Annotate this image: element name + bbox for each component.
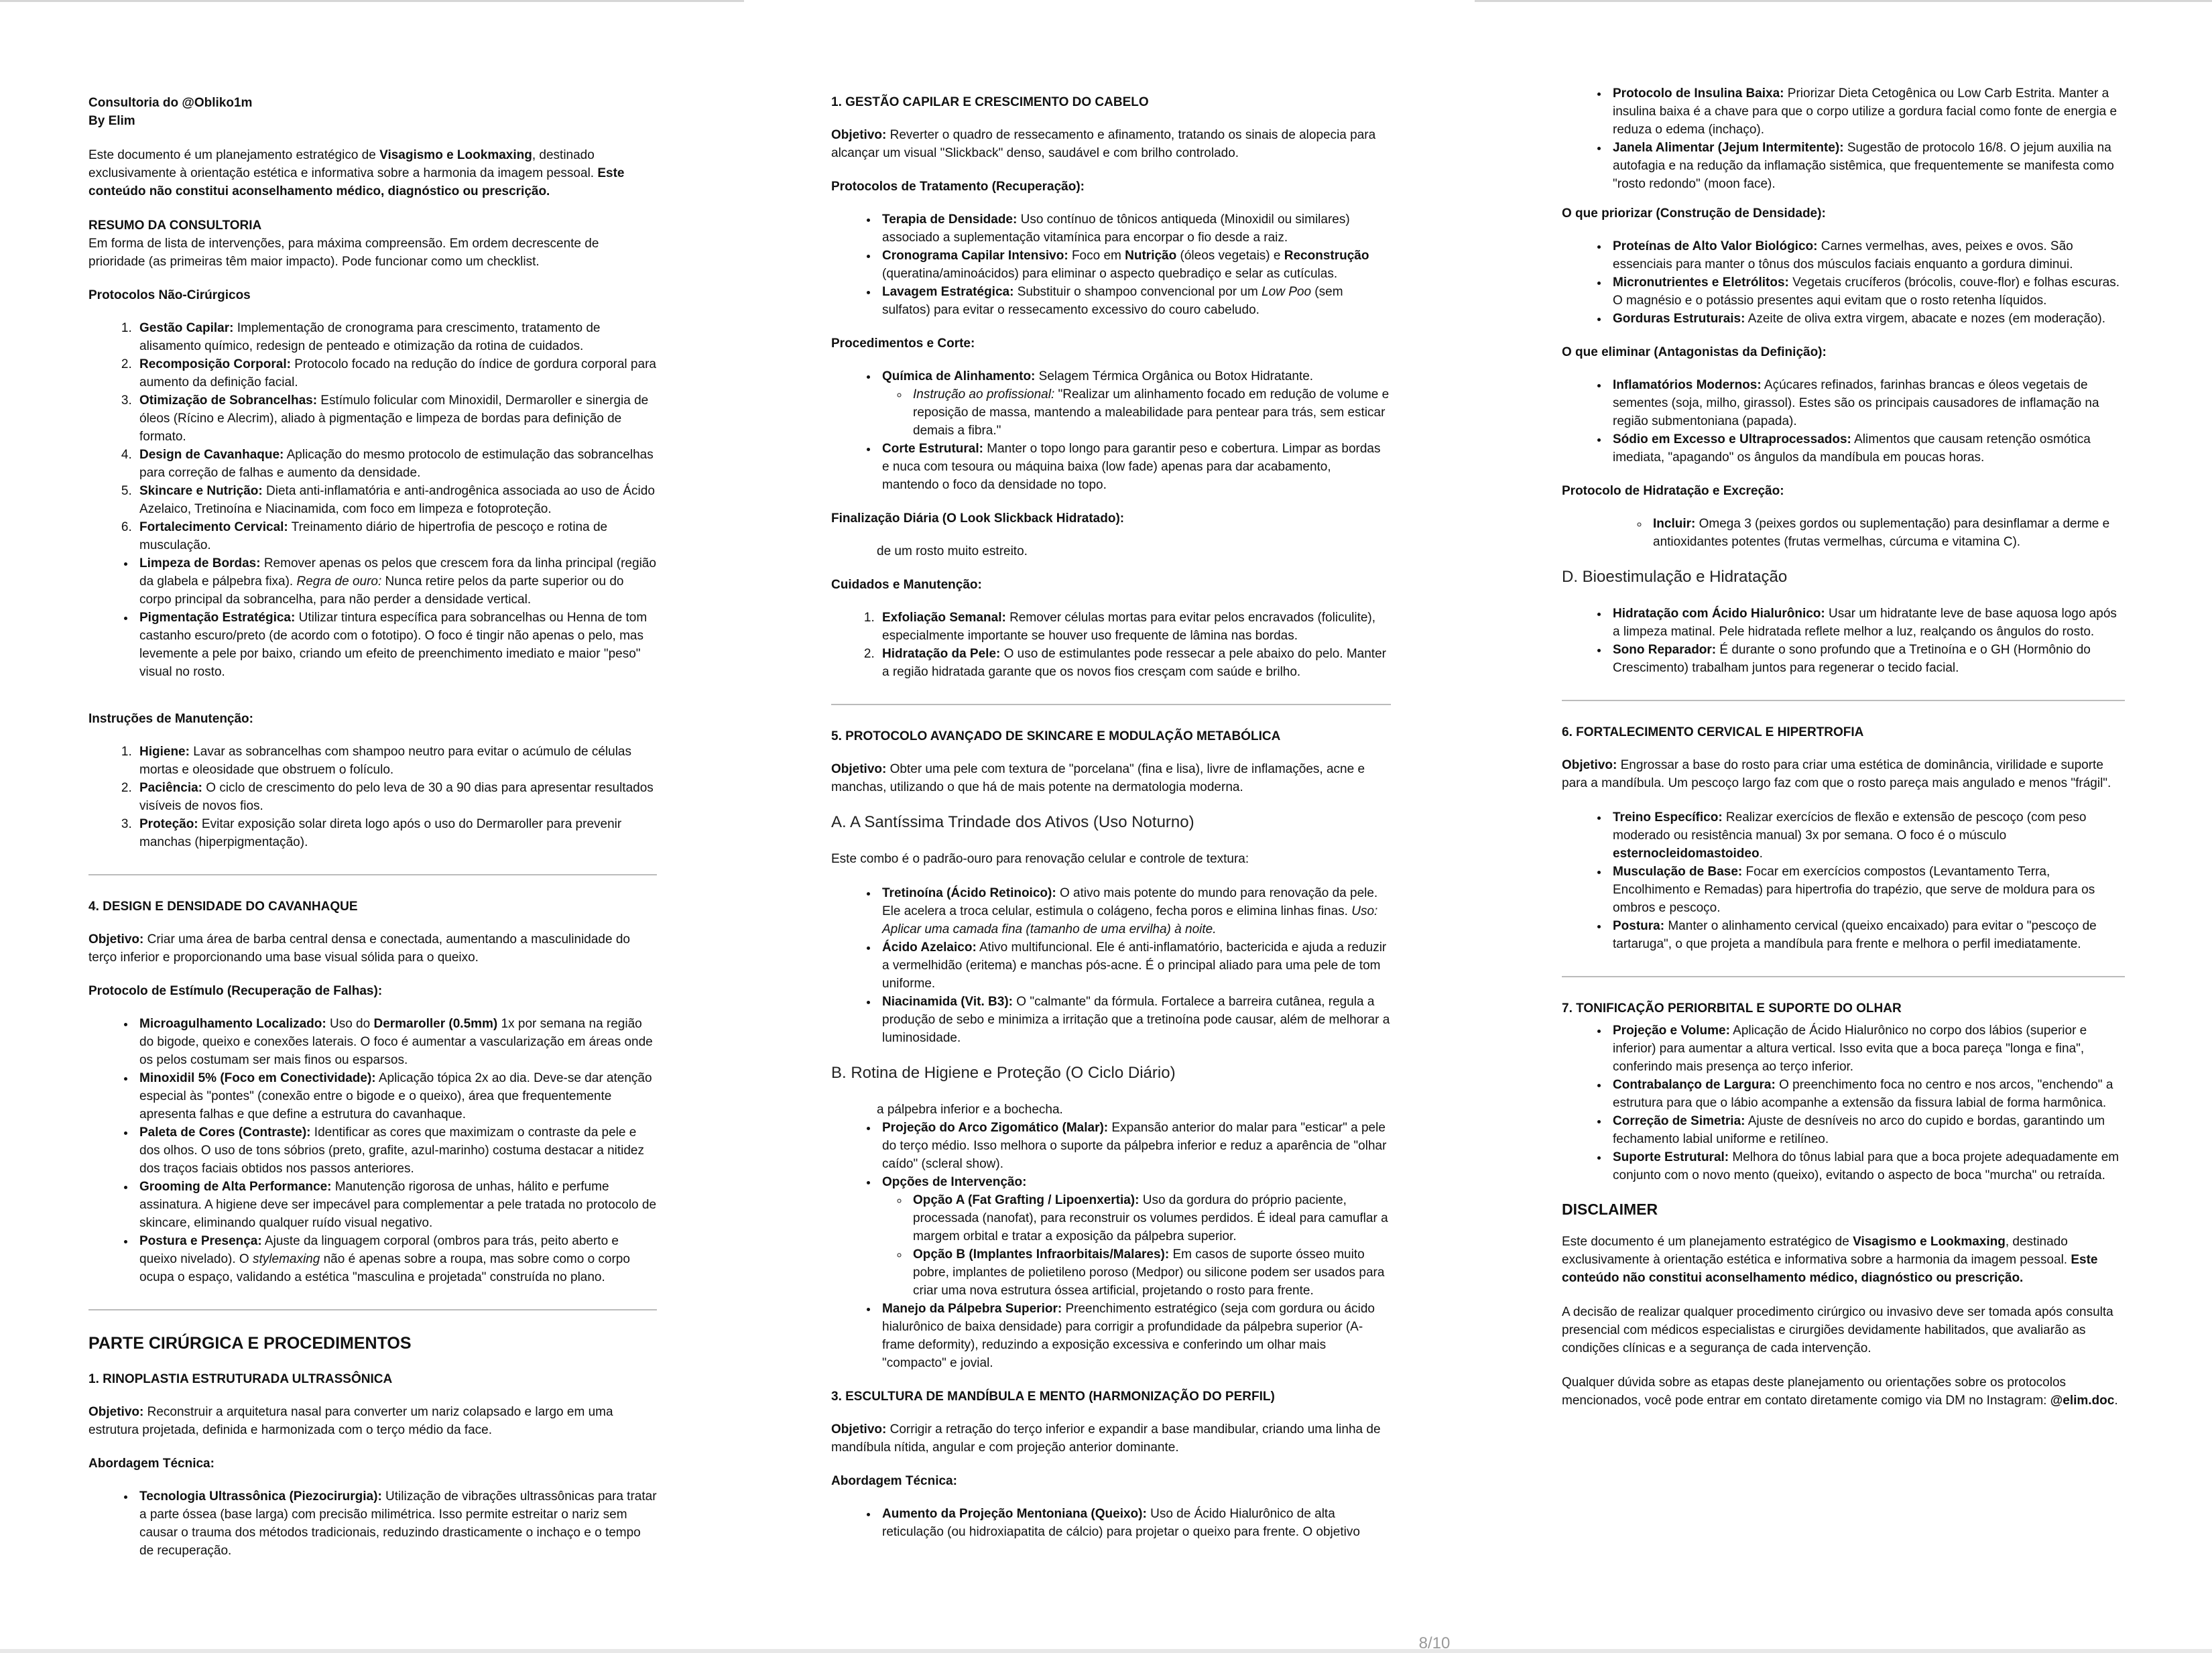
finalizacao-text: de um rosto muito estreito. xyxy=(877,544,1028,558)
sec4-list xyxy=(88,1015,657,1286)
sec7-list xyxy=(1562,1022,2125,1184)
intro-disclaimer: Este conteúdo não constitui aconselhamento médico, diagnóstico ou prescrição. xyxy=(88,166,625,198)
tratamento-title: Protocolos de Tratamento (Recuperação): xyxy=(831,180,1085,194)
list-item: • Protocolo de Insulina Baixa: Priorizar Dieta Cetogênica ou Low Carb Estrita. Manter a insulina baixa é a chave para que o corpo utilize a gordura facial como fonte de energia e reduza o edema (inchaço). xyxy=(1609,84,2125,139)
page-divider xyxy=(0,0,744,2)
list-item: 2. Recomposição Corporal: Protocolo focado na redução do índice de gordura corporal para aumento da definição facial. xyxy=(135,355,657,391)
cuidados-title: Cuidados e Manutenção: xyxy=(831,578,982,592)
protocolos-list xyxy=(88,319,657,554)
list-item: • Treino Específico: Realizar exercícios de flexão e extensão de pescoço (com peso moderado ou resistência manual) 3x por semana. O foco é o músculo esternocleidomastoideo. xyxy=(1609,808,2125,863)
list-item: • Aumento da Projeção Mentoniana (Queixo): Uso de Ácido Hialurônico de alta reticulação (ou hidroxiapatita de cálcio) para projetar o queixo para frente. O objetivo xyxy=(878,1505,1391,1541)
subsection-b-title: B. Rotina de Higiene e Proteção (O Ciclo Diário) xyxy=(831,1064,1176,1082)
sec5-title: 5. PROTOCOLO AVANÇADO DE SKINCARE E MODULAÇÃO METABÓLICA xyxy=(831,729,1281,743)
intro-paragraph xyxy=(88,146,657,200)
list-item: 4. Design de Cavanhaque: Aplicação do mesmo protocolo de estimulação das sobrancelhas para correção de falhas e aumento da densidade. xyxy=(135,446,657,482)
page-indicator: 8/10 xyxy=(1418,1634,1451,1652)
list-item: • Tecnologia Ultrassônica (Piezocirurgia): Utilização de vibrações ultrassônicas para tratar a parte óssea (base larga) com precisão milimétrica. Isso permite estreitar o nariz sem causar o trauma dos métodos tradicionais, reduzindo drasticamente o inchaço e o tempo de recuperação. xyxy=(135,1487,657,1560)
list-item: • Correção de Simetria: Ajuste de desníveis no arco do cupido e bordas, garantindo um fechamento labial uniforme e retilíneo. xyxy=(1609,1112,2125,1148)
list-item: • Sono Reparador: É durante o sono profundo que a Tretinoína e o GH (Hormônio do Crescimento) trabalham juntos para regenerar o tecido facial. xyxy=(1609,641,2125,677)
document-page-right xyxy=(1475,0,2212,1649)
procedimentos-title: Procedimentos e Corte: xyxy=(831,336,975,351)
subsection-a-text: Este combo é o padrão-ouro para renovação celular e controle de textura: xyxy=(831,852,1249,866)
priorizar-list xyxy=(1562,237,2125,328)
list-item: • Química de Alinhamento: Selagem Térmica Orgânica ou Botox Hidratante. ◦ Instrução ao profissional: "Realizar um alinhamento focado em redução de volume e reposição de massa, mantendo a maleabilidade para pentear para trás, sem esticar demais a fibra." xyxy=(878,367,1391,440)
list-item: • Projeção e Volume: Aplicação de Ácido Hialurônico no corpo dos lábios (superior e inferior) para aumentar a altura vertical. Isso evita que a boca pareça "longa e fina", conferindo mais presença ao terço inferior. xyxy=(1609,1022,2125,1076)
list-item: • Paleta de Cores (Contraste): Identificar as cores que maximizam o contraste da pele e dos olhos. O uso de tons sóbrios (preto, grafite, azul-marinho) costuma destacar a nitidez dos traços faciais obtidos nos passos anteriores. xyxy=(135,1123,657,1178)
section-divider xyxy=(88,1309,657,1310)
intro-bold: Visagismo e Lookmaxing xyxy=(379,148,532,162)
sub-list xyxy=(882,385,1391,440)
list-item: ◦ Incluir: Omega 3 (peixes gordos ou suplementação) para desinflamar a derme e antioxidantes potentes (frutas vermelhas, cúrcuma e vitamina C). xyxy=(1649,515,2125,551)
disclaimer-paragraph-1: Este documento é um planejamento estratégico de Visagismo e Lookmaxing, destinado exclusivamente à orientação estética e informativa sobre a harmonia da imagem pessoal. Este conteúdo não constitui aconselhamento médico, diagnóstico ou prescrição. xyxy=(1562,1235,2098,1285)
section-divider xyxy=(1562,700,2125,701)
subsection-d-title: D. Bioestimulação e Hidratação xyxy=(1562,568,1788,586)
list-item: • Cronograma Capilar Intensivo: Foco em Nutrição (óleos vegetais) e Reconstrução (queratina/aminoácidos) para eliminar o aspecto quebradiço e selar as cutículas. xyxy=(878,247,1391,283)
section-divider xyxy=(831,704,1391,705)
tratamento-list xyxy=(831,210,1391,319)
list-item: • Gorduras Estruturais: Azeite de oliva extra virgem, abacate e nozes (em moderação). xyxy=(1609,310,2125,328)
sobrancelha-list xyxy=(88,554,657,681)
ativos-list xyxy=(831,884,1391,1047)
list-item: • Musculação de Base: Focar em exercícios compostos (Levantamento Terra, Encolhimento e Remadas) para hipertrofia do trapézio, que serve de moldura para os ombros e pescoço. xyxy=(1609,863,2125,917)
list-item: • Micronutrientes e Eletrólitos: Vegetais crucíferos (brócolis, couve-flor) e folhas escuras. O magnésio e o potássio presentes aqui evitam que o rosto retenha líquidos. xyxy=(1609,273,2125,310)
list-item: • Suporte Estrutural: Melhora do tônus labial para que a boca projete adequadamente em conjunto com o novo mento (queixo), evitando o aspecto de boca "murcha" ou retraída. xyxy=(1609,1148,2125,1184)
hidratacao-title: Protocolo de Hidratação e Excreção: xyxy=(1562,484,1784,498)
list-item: • Proteínas de Alto Valor Biológico: Carnes vermelhas, aves, peixes e ovos. São essenciais para manter o tônus dos músculos faciais enquanto a gordura diminui. xyxy=(1609,237,2125,273)
list-item: • Terapia de Densidade: Uso contínuo de tônicos antiqueda (Minoxidil ou similares) associado a suplementação vitamínica para encorpar o fio desde a raiz. xyxy=(878,210,1391,247)
sec1-rino-list xyxy=(88,1487,657,1560)
priorizar-title: O que priorizar (Construção de Densidade): xyxy=(1562,206,1826,221)
cuidados-list xyxy=(831,609,1391,681)
sec1-rino-abordagem: Abordagem Técnica: xyxy=(88,1457,214,1471)
sec1-capilar-title: 1. GESTÃO CAPILAR E CRESCIMENTO DO CABELO xyxy=(831,95,1149,109)
eliminar-title: O que eliminar (Antagonistas da Definição): xyxy=(1562,345,1827,359)
sec1-rino-objective: Objetivo: Reconstruir a arquitetura nasal para converter um nariz colapsado e largo em uma estrutura projetada, definida e harmonizada com o terço médio da face. xyxy=(88,1405,613,1437)
sec4-objective: Objetivo: Criar uma área de barba central densa e conectada, aumentando a masculinidade do terço inferior e proporcionando uma base visual sólida para o queixo. xyxy=(88,932,630,965)
manutencao-list xyxy=(88,743,657,851)
sec3-list xyxy=(831,1505,1391,1541)
list-item: 3. Otimização de Sobrancelhas: Estímulo folicular com Minoxidil, Dermaroller e sinergia de óleos (Rícino e Alecrim), aliado à pigmentação e limpeza de bordas para definição de formato. xyxy=(135,391,657,446)
list-item: • Pigmentação Estratégica: Utilizar tintura específica para sobrancelhas ou Henna de tom castanho escuro/preto (de acordo com o fototipo). O foco é tingir não apenas o pelo, mas levemente a pele por baixo, criando um efeito de preenchimento imediato e maior "peso" visual no rosto. xyxy=(135,609,657,681)
list-item: • Niacinamida (Vit. B3): O "calmante" da fórmula. Fortalece a barreira cutânea, regula a produção de sebo e minimiza a irritação que a tretinoína pode causar, além de melhorar a luminosidade. xyxy=(878,993,1391,1047)
list-item: 3. Proteção: Evitar exposição solar direta logo após o uso do Dermaroller para prevenir manchas (hiperpigmentação). xyxy=(135,815,657,851)
manutencao-title: Instruções de Manutenção: xyxy=(88,712,253,726)
disclaimer-title: DISCLAIMER xyxy=(1562,1201,1658,1218)
sec3-objective: Objetivo: Corrigir a retração do terço inferior e expandir a base mandibular, criando uma linha de mandíbula nítida, angular e com projeção anterior dominante. xyxy=(831,1422,1381,1455)
sec7-title: 7. TONIFICAÇÃO PERIORBITAL E SUPORTE DO OLHAR xyxy=(1562,1001,1902,1016)
procedimentos-list xyxy=(831,367,1391,494)
resumo-block xyxy=(88,217,657,271)
sec3-title: 3. ESCULTURA DE MANDÍBULA E MENTO (HARMONIZAÇÃO DO PERFIL) xyxy=(831,1390,1275,1404)
document-author: By Elim xyxy=(88,114,135,128)
list-item: 5. Skincare e Nutrição: Dieta anti-inflamatória e anti-androgênica associada ao uso de Ácido Azelaico, Tretinoína e Niacinamida, com foco em limpeza e fotoproteção. xyxy=(135,482,657,518)
sub-list xyxy=(882,1191,1391,1300)
list-item: 1. Exfoliação Semanal: Remover células mortas para evitar pelos encravados (foliculite), especialmente importante se houver uso frequente de lâmina nas bordas. xyxy=(878,609,1391,645)
list-item: ◦ Opção A (Fat Grafting / Lipoenxertia): Uso da gordura do próprio paciente, processada (nanofat), para reconstruir os volumes perdidos. É ideal para camuflar a margem orbital e tratar a exposição da pálpebra superior. xyxy=(909,1191,1391,1245)
sec1-capilar-objective: Objetivo: Reverter o quadro de ressecamento e afinamento, tratando os sinais de alopecia para alcançar um visual "Slickback" denso, saudável e com brilho controlado. xyxy=(831,128,1376,160)
document-title: Consultoria do @Obliko1m xyxy=(88,96,253,110)
sec1-rino-title: 1. RINOPLASTIA ESTRUTURADA ULTRASSÔNICA xyxy=(88,1372,393,1386)
list-item: • Postura e Presença: Ajuste da linguagem corporal (ombros para trás, peito aberto e queixo nivelado). O stylemaxing não é apenas sobre a roupa, mas sobre como o corpo ocupa o espaço, validando a estética "masculina e projetada" construída no plano. xyxy=(135,1232,657,1286)
parte-cirurgica-title: PARTE CIRÚRGICA E PROCEDIMENTOS xyxy=(88,1334,412,1353)
list-item: • Opções de Intervenção: ◦ Opção A (Fat Grafting / Lipoenxertia): Uso da gordura do próprio paciente, processada (nanofat), para reconstruir os volumes perdidos. É ideal para camuflar a margem orbital e tratar a exposição da pálpebra superior. ◦ Opção B (Implantes Infraorbitais/Malares): Em casos de suporte ósseo muito pobre, implantes de polietileno poroso (Medpor) ou silicone podem ser usados para criar uma nova estrutura óssea artificial, projetando o rosto para frente. xyxy=(878,1173,1391,1300)
subsection-b-continuation: a pálpebra inferior e a bochecha. xyxy=(877,1103,1063,1117)
list-item: • Janela Alimentar (Jejum Intermitente): Sugestão de protocolo 16/8. O jejum auxilia na autofagia e na redução da inflamação sistêmica, que frequentemente se manifesta como "rosto redondo" (moon face). xyxy=(1609,139,2125,193)
sec5-objective: Objetivo: Obter uma pele com textura de "porcelana" (fina e lisa), livre de inflamações, acne e manchas, utilizando o que há de mais potente na dermatologia moderna. xyxy=(831,762,1365,794)
section-divider xyxy=(1562,976,2125,977)
list-item: ◦ Opção B (Implantes Infraorbitais/Malares): Em casos de suporte ósseo muito pobre, implantes de polietileno poroso (Medpor) ou silicone podem ser usados para criar uma nova estrutura óssea artificial, projetando o rosto para frente. xyxy=(909,1245,1391,1300)
page-divider xyxy=(1475,0,2212,2)
list-item: • Limpeza de Bordas: Remover apenas os pelos que crescem fora da linha principal (região da glabela e pálpebra fixa). Regra de ouro: Nunca retire pelos da parte superior ou do corpo principal da sobrancelha, para não perder a densidade vertical. xyxy=(135,554,657,609)
list-item: • Manejo da Pálpebra Superior: Preenchimento estratégico (seja com gordura ou ácido hialurônico de baixa densidade) para corrigir a profundidade da pálpebra superior (A-frame deformity), reduzindo a exposição excessiva e conferindo um olhar mais "compacto" e jovial. xyxy=(878,1300,1391,1372)
list-item: • Sódio em Excesso e Ultraprocessados: Alimentos que causam retenção osmótica imediata, "apagando" os ângulos da mandíbula em poucas horas. xyxy=(1609,430,2125,467)
sec4-protocol-title: Protocolo de Estímulo (Recuperação de Falhas): xyxy=(88,984,383,998)
list-item: • Postura: Manter o alinhamento cervical (queixo encaixado) para evitar o "pescoço de tartaruga", o que projeta a mandíbula para frente e melhora o perfil imediatamente. xyxy=(1609,917,2125,953)
instagram-handle: @elim.doc xyxy=(2050,1394,2115,1408)
eliminar-list xyxy=(1562,376,2125,467)
list-item: • Hidratação com Ácido Hialurônico: Usar um hidratante leve de base aquosa logo após a limpeza matinal. Pele hidratada reflete melhor a luz, realçando os ângulos do rosto. xyxy=(1609,605,2125,641)
list-item: • Ácido Azelaico: Ativo multifuncional. Ele é anti-inflamatório, bactericida e ajuda a reduzir a vermelhidão (eritema) e manchas pós-acne. É o principal aliado para uma pele de tom uniforme. xyxy=(878,938,1391,993)
subsection-a-title: A. A Santíssima Trindade dos Ativos (Uso Noturno) xyxy=(831,813,1194,831)
intro-text: , destinado exclusivamente à orientação estética e informativa sobre a harmonia da imagem pessoal. xyxy=(88,148,598,180)
sec3-abordagem: Abordagem Técnica: xyxy=(831,1474,957,1488)
bioestimulacao-list xyxy=(1562,605,2125,677)
list-item: • Projeção do Arco Zigomático (Malar): Expansão anterior do malar para "esticar" a pele do terço médio. Isso melhora o suporte da pálpebra inferior e reduz a aparência de "olhar caído" (scleral show). xyxy=(878,1119,1391,1173)
list-item: • Tretinoína (Ácido Retinoico): O ativo mais potente do mundo para renovação da pele. Ele acelera a troca celular, estimula o colágeno, fecha poros e elimina linhas finas. Uso: Aplicar uma camada fina (tamanho de uma ervilha) à noite. xyxy=(878,884,1391,938)
list-item: • Corte Estrutural: Manter o topo longo para garantir peso e cobertura. Limpar as bordas e nuca com tesoura ou máquina baixa (low fade) apenas para dar acabamento, mantendo o foco da densidade no topo. xyxy=(878,440,1391,494)
list-item: 2. Hidratação da Pele: O uso de estimulantes pode ressecar a pele abaixo do pelo. Manter a região hidratada garante que os novos fios cresçam com saúde e brilho. xyxy=(878,645,1391,681)
document-title-block xyxy=(88,94,657,130)
document-page-middle xyxy=(744,0,1475,1649)
intro-text: Este documento é um planejamento estratégico de xyxy=(88,148,380,162)
sec4-title: 4. DESIGN E DENSIDADE DO CAVANHAQUE xyxy=(88,900,358,914)
resumo-text: Em forma de lista de intervenções, para máxima compreensão. Em ordem decrescente de prioridade (as primeiras têm maior impacto). Pode funcionar como um checklist. xyxy=(88,237,599,269)
list-item: • Lavagem Estratégica: Substituir o shampoo convencional por um Low Poo (sem sulfatos) para evitar o ressecamento excessivo do couro cabeludo. xyxy=(878,283,1391,319)
resumo-title: RESUMO DA CONSULTORIA xyxy=(88,219,262,233)
disclaimer-paragraph-3: Qualquer dúvida sobre as etapas deste planejamento ou orientações sobre os protocolos mencionados, você pode entrar em contato diretamente comigo via DM no Instagram: @elim.doc. xyxy=(1562,1375,2118,1408)
document-page-left xyxy=(0,0,744,1649)
list-item: • Minoxidil 5% (Foco em Conectividade): Aplicação tópica 2x ao dia. Deve-se dar atenção especial às "pontes" (conexão entre o bigode e o queixo), área que frequentemente apresenta falhas e que define a estrutura do cavanhaque. xyxy=(135,1069,657,1123)
protocolos-title: Protocolos Não-Cirúrgicos xyxy=(88,288,251,302)
zigomatico-list xyxy=(831,1119,1391,1372)
list-item: 1. Higiene: Lavar as sobrancelhas com shampoo neutro para evitar o acúmulo de células mortas e oleosidade que obstruem o folículo. xyxy=(135,743,657,779)
list-item: • Inflamatórios Modernos: Açúcares refinados, farinhas brancas e óleos vegetais de sementes (soja, milho, girassol). Estes são os principais causadores de inflamação na região submentoniana (papada). xyxy=(1609,376,2125,430)
section-divider xyxy=(88,874,657,875)
list-item: • Contrabalanço de Largura: O preenchimento foca no centro e nos arcos, "enchendo" a estrutura para que o lábio acompanhe a extensão da fissura labial de forma harmônica. xyxy=(1609,1076,2125,1112)
sec6-objective: Objetivo: Engrossar a base do rosto para criar uma estética de dominância, virilidade e suporte para a mandíbula. Um pescoço largo faz com que o rosto pareça mais angulado e menos "frágil". xyxy=(1562,758,2111,790)
list-item: • Grooming de Alta Performance: Manutenção rigorosa de unhas, hálito e perfume assinatura. A higiene deve ser impecável para complementar a pele tratada no protocolo de skincare, eliminando qualquer ruído visual negativo. xyxy=(135,1178,657,1232)
list-item: 2. Paciência: O ciclo de crescimento do pelo leva de 30 a 90 dias para apresentar resultados visíveis de novos fios. xyxy=(135,779,657,815)
sec6-list xyxy=(1562,808,2125,953)
insulina-list xyxy=(1562,84,2125,193)
finalizacao-title: Finalização Diária (O Look Slickback Hidratado): xyxy=(831,511,1125,526)
sec6-title: 6. FORTALECIMENTO CERVICAL E HIPERTROFIA xyxy=(1562,725,1864,739)
disclaimer-paragraph-2: A decisão de realizar qualquer procedimento cirúrgico ou invasivo deve ser tomada após consulta presencial com médicos especialistas e cirurgiões devidamente habilitados, que avaliarão as condições clínicas e a segurança de cada intervenção. xyxy=(1562,1305,2113,1355)
hidratacao-list xyxy=(1562,515,2125,551)
list-item: • Microagulhamento Localizado: Uso do Dermaroller (0.5mm) 1x por semana na região do bigode, queixo e conexões laterais. O foco é aumentar a vascularização em áreas onde os pelos costumam ser mais finos ou esparsos. xyxy=(135,1015,657,1069)
list-item: 1. Gestão Capilar: Implementação de cronograma para crescimento, tratamento de alisamento químico, redesign de penteado e otimização da rotina de cuidados. xyxy=(135,319,657,355)
list-item: 6. Fortalecimento Cervical: Treinamento diário de hipertrofia de pescoço e rotina de musculação. xyxy=(135,518,657,554)
list-item: ◦ Instrução ao profissional: "Realizar um alinhamento focado em redução de volume e reposição de massa, mantendo a maleabilidade para pentear para trás, sem esticar demais a fibra." xyxy=(909,385,1391,440)
